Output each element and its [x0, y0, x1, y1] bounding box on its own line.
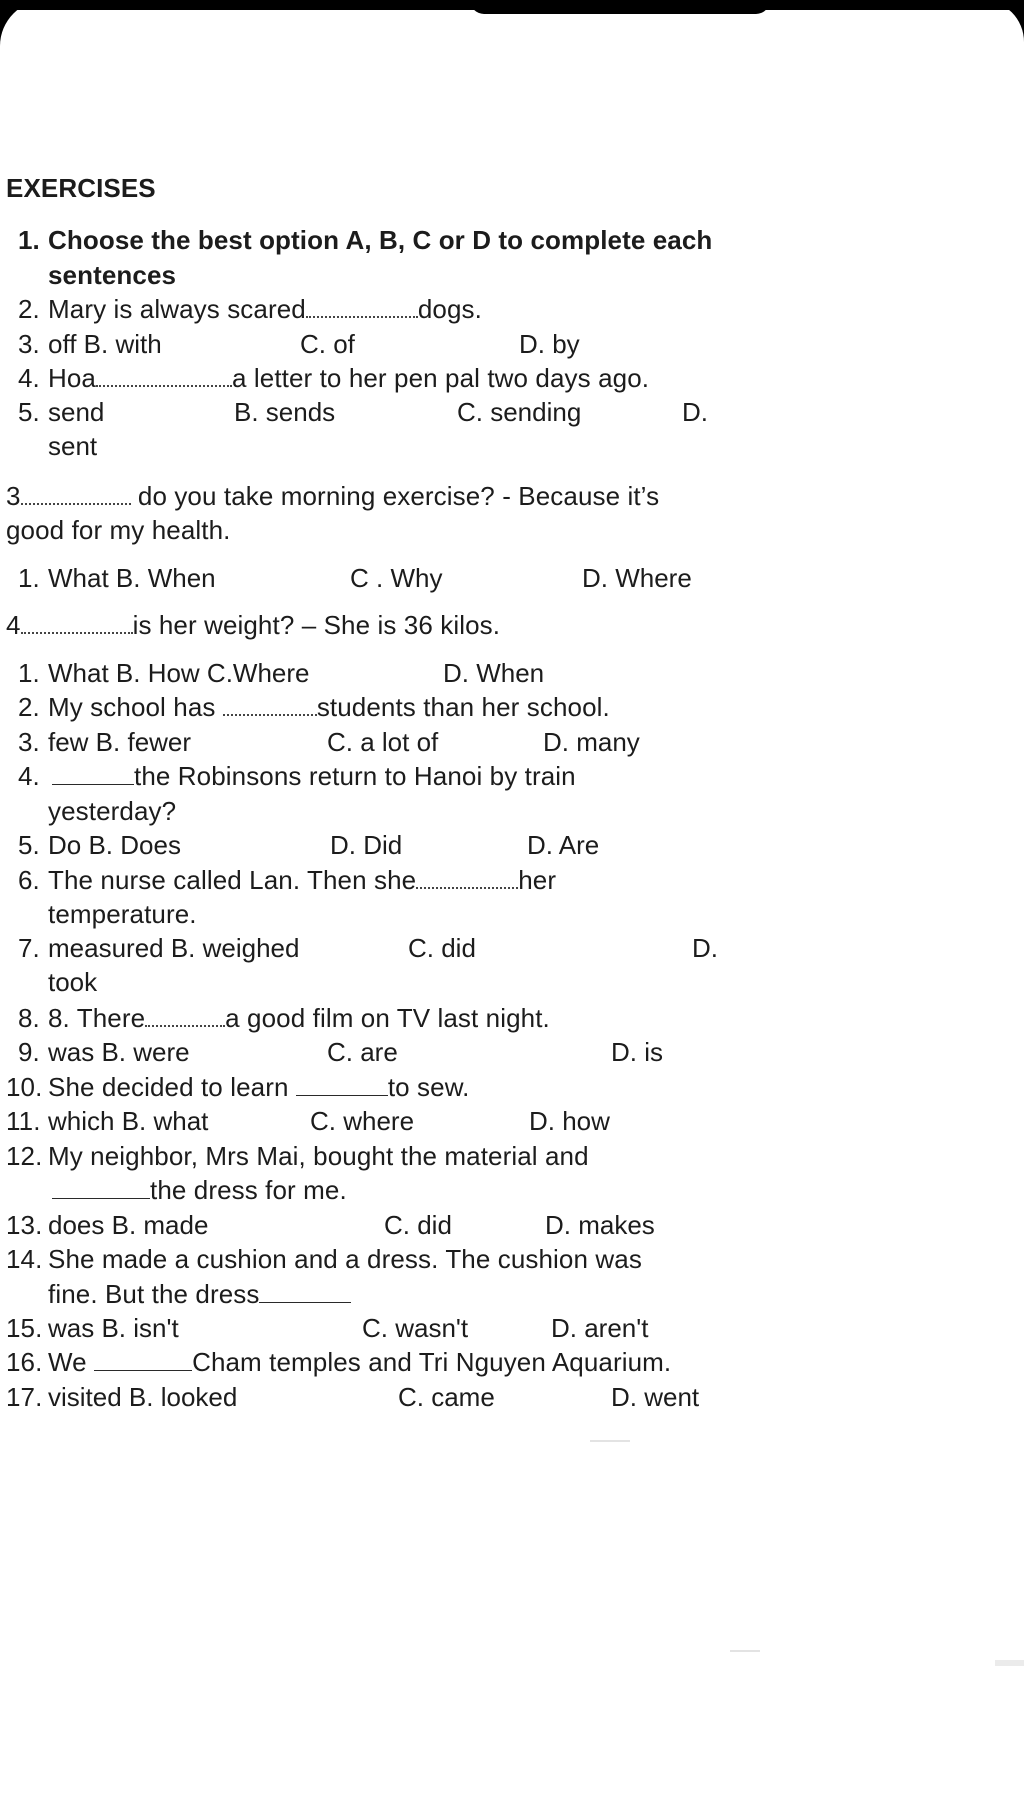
question-text: a good film on TV last night. [225, 1003, 550, 1033]
question-sew [48, 1071, 469, 1103]
option-c: C. a lot of [327, 727, 439, 757]
option-d: D. When [443, 658, 545, 688]
item-4-number: 4. [18, 761, 40, 791]
item-13-number: 13. [6, 1210, 43, 1240]
exercises-heading: EXERCISES [6, 173, 156, 203]
item-16-number: 16. [6, 1347, 43, 1377]
answer-blank [52, 1176, 150, 1199]
answer-blank [296, 1073, 388, 1096]
question-text: Hoa [48, 363, 96, 393]
answer-blank [21, 483, 131, 505]
option-d-cont: took [48, 967, 98, 997]
question-text-cont: yesterday? [48, 796, 177, 826]
question-text: to sew. [387, 1072, 470, 1102]
question-text: We [48, 1347, 95, 1377]
item-14-number: 14. [6, 1244, 43, 1274]
question-robinsons [52, 760, 576, 792]
question-cushion: She made a cushion and a dress. The cushion was [48, 1244, 642, 1274]
answer-blank [223, 694, 317, 716]
option-c: C. came [398, 1382, 495, 1412]
answer-blank [21, 612, 133, 634]
option-a-b: does B. made [48, 1210, 209, 1240]
question-text-cont: temperature. [48, 899, 197, 929]
question-text: My school has [48, 692, 223, 722]
option-d: D. Where [582, 563, 692, 593]
item-1-number: 1. [18, 658, 40, 688]
option-d: D. [692, 933, 718, 963]
question-text: is her weight? – She is 36 kilos. [132, 610, 501, 640]
question-text: fine. But the dress [48, 1279, 260, 1309]
option-d: D. aren't [551, 1313, 649, 1343]
option-d: D. makes [545, 1210, 655, 1240]
question-text: a letter to her pen pal two days ago. [232, 363, 650, 393]
question-morning-exercise [6, 480, 659, 512]
option-c: C. where [310, 1106, 415, 1136]
option-d: D. Are [527, 830, 600, 860]
question-neighbor: My neighbor, Mrs Mai, bought the material and [48, 1141, 589, 1171]
question-cham-temples [48, 1346, 671, 1378]
item-5-number: 5. [18, 830, 40, 860]
question-text: The nurse called Lan. Then she [48, 865, 417, 895]
question-nurse [48, 864, 556, 896]
question-cushion-cont [48, 1278, 351, 1310]
instruction-text-cont: sentences [48, 260, 177, 290]
question-text: 8. There [48, 1003, 146, 1033]
option-c: C. did [384, 1210, 452, 1240]
option-c: C . Why [350, 563, 443, 593]
item-3-number: 3. [18, 329, 40, 359]
option-d: D. how [529, 1106, 610, 1136]
question-film [48, 1002, 550, 1034]
option-c: D. Did [330, 830, 403, 860]
option-c: C. are [327, 1037, 398, 1067]
question-text: the dress for me. [150, 1175, 347, 1205]
question-text: her [518, 865, 557, 895]
question-text: do you take morning exercise? - Because it’s [130, 481, 660, 511]
option-d-cont: sent [48, 431, 98, 461]
option-a-b: measured B. weighed [48, 933, 300, 963]
option-c: C. did [408, 933, 476, 963]
answer-blank [52, 762, 134, 785]
question-weight [6, 609, 500, 641]
item-10-number: 10. [6, 1072, 43, 1102]
scan-smudge [590, 1440, 630, 1442]
option-c: C. sending [457, 397, 582, 427]
question-number: 4 [6, 610, 21, 640]
option-a-b: which B. what [48, 1106, 209, 1136]
question-text-cont: good for my health. [6, 515, 231, 545]
answer-blank [259, 1280, 351, 1303]
option-d: D. went [611, 1382, 700, 1412]
option-d: D. is [611, 1037, 663, 1067]
answer-blank [94, 1348, 192, 1371]
item-4-number: 4. [18, 363, 40, 393]
question-mary [48, 293, 482, 325]
item-17-number: 17. [6, 1382, 43, 1412]
option-a-b: What B. When [48, 563, 216, 593]
answer-blank [306, 296, 418, 318]
answer-blank [145, 1005, 225, 1027]
question-text: students than her school. [316, 692, 610, 722]
question-text: the Robinsons return to Hanoi by train [134, 761, 576, 791]
item-8-number: 8. [18, 1003, 40, 1033]
item-2-number: 2. [18, 294, 40, 324]
option-c: C. wasn't [362, 1313, 469, 1343]
option-a-b: Do B. Does [48, 830, 181, 860]
option-d: D. [682, 397, 708, 427]
answer-blank [96, 365, 232, 387]
option-d: D. by [519, 329, 580, 359]
question-text: Cham temples and Tri Nguyen Aquarium. [192, 1347, 672, 1377]
question-text: dogs. [417, 294, 482, 324]
item-11-number: 11. [6, 1106, 41, 1136]
question-text: Mary is always scared [48, 294, 306, 324]
option-a-b: off B. with [48, 329, 162, 359]
item-2-number: 2. [18, 692, 40, 722]
item-15-number: 15. [6, 1313, 43, 1343]
option-a-b: visited B. looked [48, 1382, 238, 1412]
option-a: send [48, 397, 105, 427]
item-12-number: 12. [6, 1141, 43, 1171]
answer-blank [416, 867, 518, 889]
item-6-number: 6. [18, 865, 40, 895]
item-5-number: 5. [18, 397, 40, 427]
item-9-number: 9. [18, 1037, 40, 1067]
item-1-number: 1. [18, 563, 40, 593]
question-neighbor-cont [52, 1174, 347, 1206]
question-hoa [48, 362, 649, 394]
question-school [48, 691, 610, 723]
option-a-b: few B. fewer [48, 727, 192, 757]
item-3-number: 3. [18, 727, 40, 757]
option-b: B. sends [234, 397, 336, 427]
question-text: She decided to learn [48, 1072, 296, 1102]
item-7-number: 7. [18, 933, 40, 963]
instruction-text: Choose the best option A, B, C or D to complete each [48, 225, 713, 255]
option-a-b: was B. were [48, 1037, 190, 1067]
instruction-number: 1. [18, 225, 40, 255]
scan-smudge [730, 1650, 760, 1652]
question-number: 3 [6, 481, 21, 511]
top-notch [470, 0, 770, 14]
option-a-b: was B. isn't [48, 1313, 179, 1343]
scan-smudge [995, 1660, 1024, 1666]
option-a-b-c: What B. How C.Where [48, 658, 310, 688]
option-c: C. of [300, 329, 355, 359]
option-d: D. many [543, 727, 640, 757]
